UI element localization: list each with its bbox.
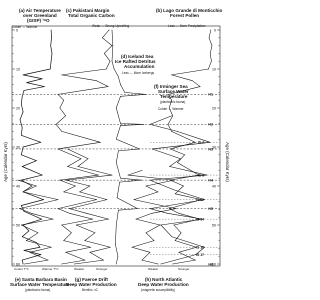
data-point-c (90, 247, 91, 248)
bottom-g-right: Stronger (96, 267, 108, 271)
stadial-label-H2: H2 (208, 122, 213, 127)
data-point-g (74, 264, 75, 265)
title-d-line-3: Accumulation (124, 64, 155, 69)
data-point-g (88, 158, 89, 159)
data-point-c (106, 69, 107, 70)
data-point-f (161, 225, 162, 226)
data-point-d (141, 180, 142, 181)
data-point-e (24, 264, 25, 265)
tick-label-left-20: 20 (16, 106, 20, 111)
data-point-b (169, 208, 170, 209)
data-point-d (119, 182, 120, 183)
data-point-c (96, 199, 97, 200)
data-point-a (23, 264, 24, 265)
data-point-d (120, 84, 121, 85)
data-point-c (56, 124, 57, 125)
title-e-line-3: (planktonic fauna) (25, 288, 51, 292)
data-point-a (51, 61, 52, 62)
data-point-d (116, 264, 117, 265)
data-point-b (211, 61, 212, 62)
interstadial-label: IS 12 (196, 197, 204, 202)
data-point-f (210, 142, 211, 143)
data-point-b (181, 232, 182, 233)
data-point-b (178, 252, 179, 253)
y-axis-label-left: Age (Calendar Kyrs) (3, 142, 8, 182)
data-point-a (41, 219, 42, 220)
data-point-c (63, 100, 64, 101)
data-point-g (112, 175, 113, 176)
title-b-line-1: (b) Lago Grande di Monticchio (156, 8, 223, 13)
interstadial-label: IS 14 (196, 217, 204, 222)
stadial-label-H5: H5 (208, 206, 213, 211)
data-point-a (43, 199, 44, 200)
stadial-label-H6: H6 (208, 262, 213, 267)
data-point-c (61, 131, 62, 132)
stadial-label-H4: H4 (208, 178, 213, 183)
data-point-e (26, 240, 27, 241)
sub-c: Weak ↔ Strong Upwelling (92, 24, 130, 28)
data-point-a (22, 96, 23, 97)
data-point-d (117, 197, 118, 198)
data-point-b (174, 225, 175, 226)
title-g-line-2: Deep Water Production (66, 282, 117, 287)
data-point-c (60, 108, 61, 109)
tick-label-right-0: 0 (214, 28, 216, 33)
data-point-d (120, 125, 121, 126)
title-a-line-3: (GISP) ¹⁸O (27, 18, 50, 23)
data-point-a (24, 211, 25, 212)
data-point-f (152, 149, 153, 150)
data-point-a (22, 166, 23, 167)
title-d-line-1: (d) Iceland Sea (121, 54, 154, 59)
data-point-d (112, 61, 113, 62)
data-point-h (152, 213, 153, 214)
data-point-b (208, 69, 209, 70)
data-point-a (23, 112, 24, 113)
data-point-h (174, 180, 175, 181)
interstadial-label: IS 16 (196, 245, 204, 250)
data-point-f (204, 247, 205, 248)
tick-label-right-20: 20 (212, 106, 216, 111)
title-f-line-4: (planktonic fauna) (160, 100, 186, 104)
data-point-a (41, 142, 42, 143)
data-point-d (115, 244, 116, 245)
sub-h: (magnetic susceptibility) (141, 288, 176, 292)
data-point-c (58, 208, 59, 209)
data-point-c (96, 80, 97, 81)
title-e-line-1: (e) Santa Barbara Basin (15, 277, 67, 282)
data-point-b (168, 124, 169, 125)
data-point-h (176, 208, 177, 209)
sub-f: Colder ↔ Warmer (158, 107, 184, 111)
data-point-c (108, 86, 109, 87)
title-c-line-2: Total Organic Carbon (68, 13, 115, 18)
data-point-g (78, 166, 79, 167)
data-point-c (65, 115, 66, 116)
data-point-b (192, 80, 193, 81)
interstadial-label: IS 4 (197, 140, 204, 145)
data-point-a (21, 205, 22, 206)
data-point-f (171, 115, 172, 116)
data-point-c (85, 260, 86, 261)
bottom-h-right: Stronger (178, 267, 190, 271)
data-point-e (31, 213, 32, 214)
data-point-c (109, 30, 110, 31)
data-point-f (169, 166, 170, 167)
data-point-a (51, 30, 52, 31)
tick-label-left-30: 30 (16, 145, 20, 150)
data-point-d (118, 256, 119, 257)
data-point-g (76, 225, 77, 226)
data-point-g (95, 232, 96, 233)
data-point-a (20, 119, 21, 120)
data-point-a (42, 78, 43, 79)
data-point-d (116, 139, 117, 140)
data-point-a (21, 154, 22, 155)
data-point-a (40, 247, 41, 248)
data-point-b (177, 162, 178, 163)
data-point-c (98, 175, 99, 176)
sub-a: Colder ↔ Warmer (12, 25, 38, 29)
data-point-d (120, 123, 121, 124)
data-point-g (66, 180, 67, 181)
data-point-a (41, 254, 42, 255)
data-point-f (174, 190, 175, 191)
data-point-e (23, 192, 24, 193)
data-point-c (112, 45, 113, 46)
data-point-d (120, 96, 121, 97)
data-point-a (52, 53, 53, 54)
data-point-b (200, 86, 201, 87)
data-point-a (21, 135, 22, 136)
stadial-label-H3: H3 (208, 147, 213, 152)
data-point-g (86, 213, 87, 214)
data-point-b (171, 75, 172, 76)
data-point-a (29, 231, 30, 232)
data-point-h (150, 252, 151, 253)
data-point-e (51, 247, 52, 248)
sub-b: Less ↔ More Precipitation (168, 24, 206, 28)
data-point-c (63, 240, 64, 241)
data-point-b (195, 142, 196, 143)
data-point-h (154, 240, 155, 241)
title-f-line-3: Temperature (160, 94, 188, 99)
tick-label-right-60: 60 (212, 262, 216, 267)
interstadial-label: IS 17 (196, 252, 204, 257)
data-point-h (134, 199, 135, 200)
data-point-d (144, 124, 145, 125)
data-point-c (100, 142, 101, 143)
data-point-e (48, 260, 49, 261)
data-point-c (61, 225, 62, 226)
data-point-g (103, 260, 104, 261)
data-point-d (118, 151, 119, 152)
data-point-a (22, 127, 23, 128)
data-point-a (32, 186, 33, 187)
data-point-c (65, 252, 66, 253)
data-point-a (51, 37, 52, 38)
data-point-a (44, 86, 45, 87)
stadial-label-H1: H1 (208, 92, 213, 97)
data-point-b (210, 53, 211, 54)
title-b-line-2: Forest Pollen (170, 13, 200, 18)
title-f-line-2: Surface Water (158, 89, 189, 94)
data-point-f (167, 213, 168, 214)
data-point-c (75, 186, 76, 187)
data-point-g (90, 186, 91, 187)
data-point-b (184, 154, 185, 155)
data-point-f (204, 199, 205, 200)
data-point-b (178, 213, 179, 214)
data-point-c (69, 213, 70, 214)
data-point-d (112, 30, 113, 31)
bottom-e-right: Warmer T°C (42, 267, 59, 271)
data-point-a (23, 75, 24, 76)
data-point-b (171, 131, 172, 132)
data-point-c (92, 219, 93, 220)
data-point-a (21, 104, 22, 105)
data-point-a (24, 90, 25, 91)
data-point-d (139, 149, 140, 150)
data-point-c (58, 94, 59, 95)
bottom-e-left: Cooler T°C (14, 267, 29, 271)
data-point-b (175, 240, 176, 241)
data-point-g (67, 149, 68, 150)
title-h-line-2: Deep Water Production (138, 282, 189, 287)
data-point-c (67, 166, 68, 167)
data-point-c (110, 61, 111, 62)
tick-label-left-0: 0 (16, 28, 18, 33)
title-c-line-1: (c) Pakistani Margin (66, 8, 110, 13)
data-point-e (38, 232, 39, 233)
data-point-a (36, 160, 37, 161)
tick-label-left-60: 60 (16, 262, 20, 267)
data-point-c (61, 75, 62, 76)
data-point-a (50, 69, 51, 70)
data-point-a (24, 250, 25, 251)
tick-label-left-40: 40 (16, 184, 20, 189)
data-point-a (21, 180, 22, 181)
data-point-h (132, 247, 133, 248)
data-point-g (90, 252, 91, 253)
data-point-d (116, 162, 117, 163)
data-point-g (79, 192, 80, 193)
bottom-g-left: Weaker (74, 267, 85, 271)
data-point-a (22, 260, 23, 261)
data-point-b (183, 186, 184, 187)
sub-g: Benthic ¹³C (82, 288, 98, 292)
data-point-b (195, 260, 196, 261)
data-point-g (69, 208, 70, 209)
title-h-line-1: (h) North Atlantic (145, 277, 183, 282)
data-point-e (21, 225, 22, 226)
data-point-d (116, 225, 117, 226)
tick-label-right-40: 40 (212, 184, 216, 189)
data-point-f (150, 124, 151, 125)
data-point-h (158, 264, 159, 265)
data-point-h (128, 175, 129, 176)
data-point-c (102, 37, 103, 38)
data-point-h (160, 225, 161, 226)
data-point-d (114, 69, 115, 70)
data-point-h (136, 219, 137, 220)
data-point-b (212, 45, 213, 46)
data-point-d (124, 92, 125, 93)
data-point-b (210, 30, 211, 31)
data-point-b (168, 94, 169, 95)
data-point-f (177, 131, 178, 132)
data-point-h (142, 170, 143, 171)
data-point-a (26, 82, 27, 83)
data-point-b (170, 149, 171, 150)
tick-label-right-50: 50 (212, 223, 216, 228)
data-point-c (81, 158, 82, 159)
data-point-d (120, 178, 121, 179)
bottom-h-left: Weaker (148, 267, 159, 271)
data-point-f (180, 158, 181, 159)
data-point-f (161, 264, 162, 265)
data-point-f (206, 175, 207, 176)
tick-label-right-30: 30 (212, 145, 216, 150)
data-point-b (172, 264, 173, 265)
data-point-e (18, 180, 19, 181)
data-point-d (116, 108, 117, 109)
data-point-b (172, 115, 173, 116)
data-point-e (53, 219, 54, 220)
data-point-f (171, 236, 172, 237)
data-point-g (107, 199, 108, 200)
data-point-d (146, 94, 147, 95)
data-point-a (50, 45, 51, 46)
data-point-g (108, 219, 109, 220)
data-point-g (84, 240, 85, 241)
data-point-b (209, 37, 210, 38)
tick-label-left-50: 50 (16, 223, 20, 228)
data-point-f (150, 208, 151, 209)
data-point-h (142, 260, 143, 261)
data-point-c (104, 53, 105, 54)
title-e-line-2: Surface Water Temperature (10, 282, 70, 287)
data-point-b (171, 100, 172, 101)
data-point-e (29, 252, 30, 253)
interstadial-label: IS 8 (197, 173, 204, 178)
data-point-e (58, 199, 59, 200)
data-point-a (36, 242, 37, 243)
title-d-line-2: Ice Rafted Detritus (115, 59, 156, 64)
data-point-b (175, 193, 176, 194)
y-axis-label-right: Age (Calendar Kyrs) (225, 142, 230, 182)
data-point-c (61, 264, 62, 265)
title-g-line-1: (g) Faeroe Drift (75, 277, 108, 282)
tick-label-right-10: 10 (212, 67, 216, 72)
data-point-a (22, 236, 23, 237)
data-point-c (58, 149, 59, 150)
data-point-f (150, 180, 151, 181)
data-point-h (146, 186, 147, 187)
data-point-c (63, 192, 64, 193)
data-point-g (110, 247, 111, 248)
data-point-c (71, 232, 72, 233)
data-point-c (60, 180, 61, 181)
data-point-h (146, 232, 147, 233)
data-point-d (113, 45, 114, 46)
data-point-b (169, 108, 170, 109)
title-a-line-1: (a) Air Temperature (19, 8, 61, 13)
data-point-d (118, 76, 119, 77)
data-point-h (158, 192, 159, 193)
title-f-line-1: (f) Irminger Sea (154, 84, 188, 89)
data-point-d (137, 208, 138, 209)
data-point-a (23, 147, 24, 148)
sub-d: Less ↔ More Icebergs (122, 71, 155, 75)
data-point-e (36, 186, 37, 187)
tick-label-left-10: 10 (16, 67, 20, 72)
data-point-d (118, 210, 119, 211)
data-point-e (19, 208, 20, 209)
data-point-a (42, 175, 43, 176)
title-a-line-2: over Greenland (23, 13, 57, 18)
